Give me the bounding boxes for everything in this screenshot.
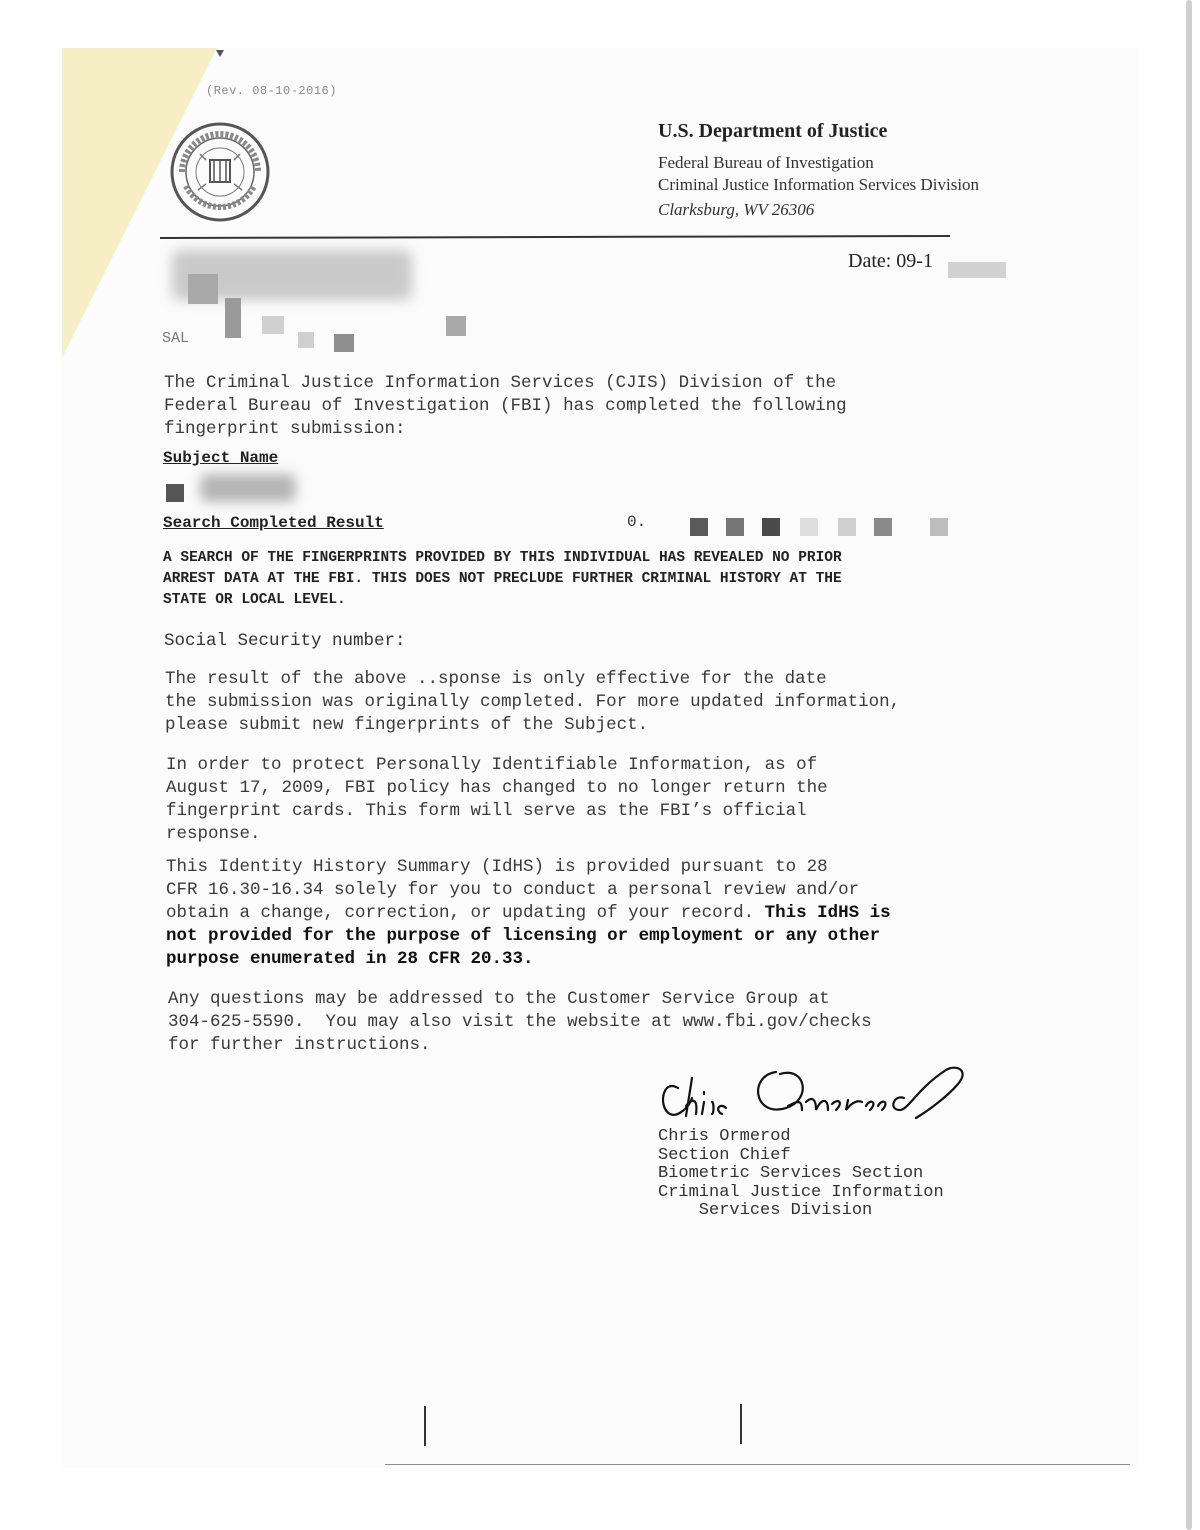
recipient-redaction [225,298,241,338]
ssn-label: Social Security number: [164,631,406,651]
form-revision: (Rev. 08-10-2016) [206,84,337,98]
agency-address: Clarksburg, WV 26306 [658,200,815,219]
agency-line-1: Federal Bureau of Investigation [658,153,874,172]
result-redaction [690,518,708,536]
search-result-statement: A SEARCH OF THE FINGERPRINTS PROVIDED BY THIS INDIVIDUAL HAS REVEALED NO PRIOR ARREST DATA AT THE FBI. THIS DOES NOT PRECLUDE FURTHER CRIMINAL HISTORY AT THE STATE OR LOCAL LEVEL. [163,550,842,608]
pii-paragraph: In order to protect Personally Identifiable Information, as of August 17, 2009, FBI policy has changed to no longer return the fingerprint cards. This form will serve as the FBI’s official response. [166,755,828,844]
agency-block [658,152,979,196]
signatory-division-line-1: Criminal Justice Information [658,1182,944,1202]
recipient-redaction [298,332,314,348]
caret-down-icon [216,50,224,57]
idhs-text: This Identity History Summary (IdHS) is provided pursuant to 28 CFR 16.30-16.34 solely for you to conduct a personal review and/or obtain a change, correction, or updating of your record. [166,857,860,923]
idhs-restriction-text: This IdHS is not provided for the purpose of licensing or employment or any other purpose enumerated in 28 CFR 20.33. [166,903,891,969]
subject-name-redaction [200,474,296,502]
result-redaction [762,518,780,536]
idhs-paragraph [166,856,891,971]
search-result-label: Search Completed Result [163,514,384,532]
recipient-redaction [188,274,218,304]
result-redaction [726,518,744,536]
salutation: SAL [162,330,190,347]
result-redaction [930,518,948,536]
fbi-seal-icon [168,120,272,224]
signatory-division-line-2: Services Division [658,1201,873,1220]
recipient-redaction [446,316,466,336]
page-tick-mark [740,1404,742,1444]
signatory-section: Biometric Services Section [658,1164,924,1183]
result-redaction [800,518,818,536]
date-redaction [948,262,1006,278]
signature-block [658,1128,944,1221]
contact-paragraph: Any questions may be addressed to the Customer Service Group at 304-625-5590. You may also visit the website at www.fbi.gov/checks for further instructions. [168,989,872,1055]
intro-paragraph: The Criminal Justice Information Services (CJIS) Division of the Federal Bureau of Investigation (FBI) has completed the following fingerprint submission: [164,373,847,439]
bottom-divider [385,1464,1130,1465]
department-title: U.S. Department of Justice [658,120,888,142]
scrollbar[interactable] [1186,0,1192,1530]
effective-paragraph: The result of the above ..sponse is only effective for the date the submission was originally completed. For more updated information, please submit new fingerprints of the Subject. [165,669,901,735]
letter-date: Date: 09-1 [848,250,933,272]
result-redaction [874,518,892,536]
signature-image [656,1058,976,1133]
signatory-name: Chris Ormerod [658,1127,791,1146]
result-redaction [838,518,856,536]
subject-name-redaction [166,484,184,502]
subject-name-label: Subject Name [163,449,279,467]
agency-line-2: Criminal Justice Information Services Division [658,175,980,194]
page-tick-mark [424,1406,426,1446]
recipient-redaction [262,316,284,334]
recipient-redaction [334,334,354,352]
signatory-title: Section Chief [658,1145,791,1165]
search-result-value: 0. [627,513,647,531]
